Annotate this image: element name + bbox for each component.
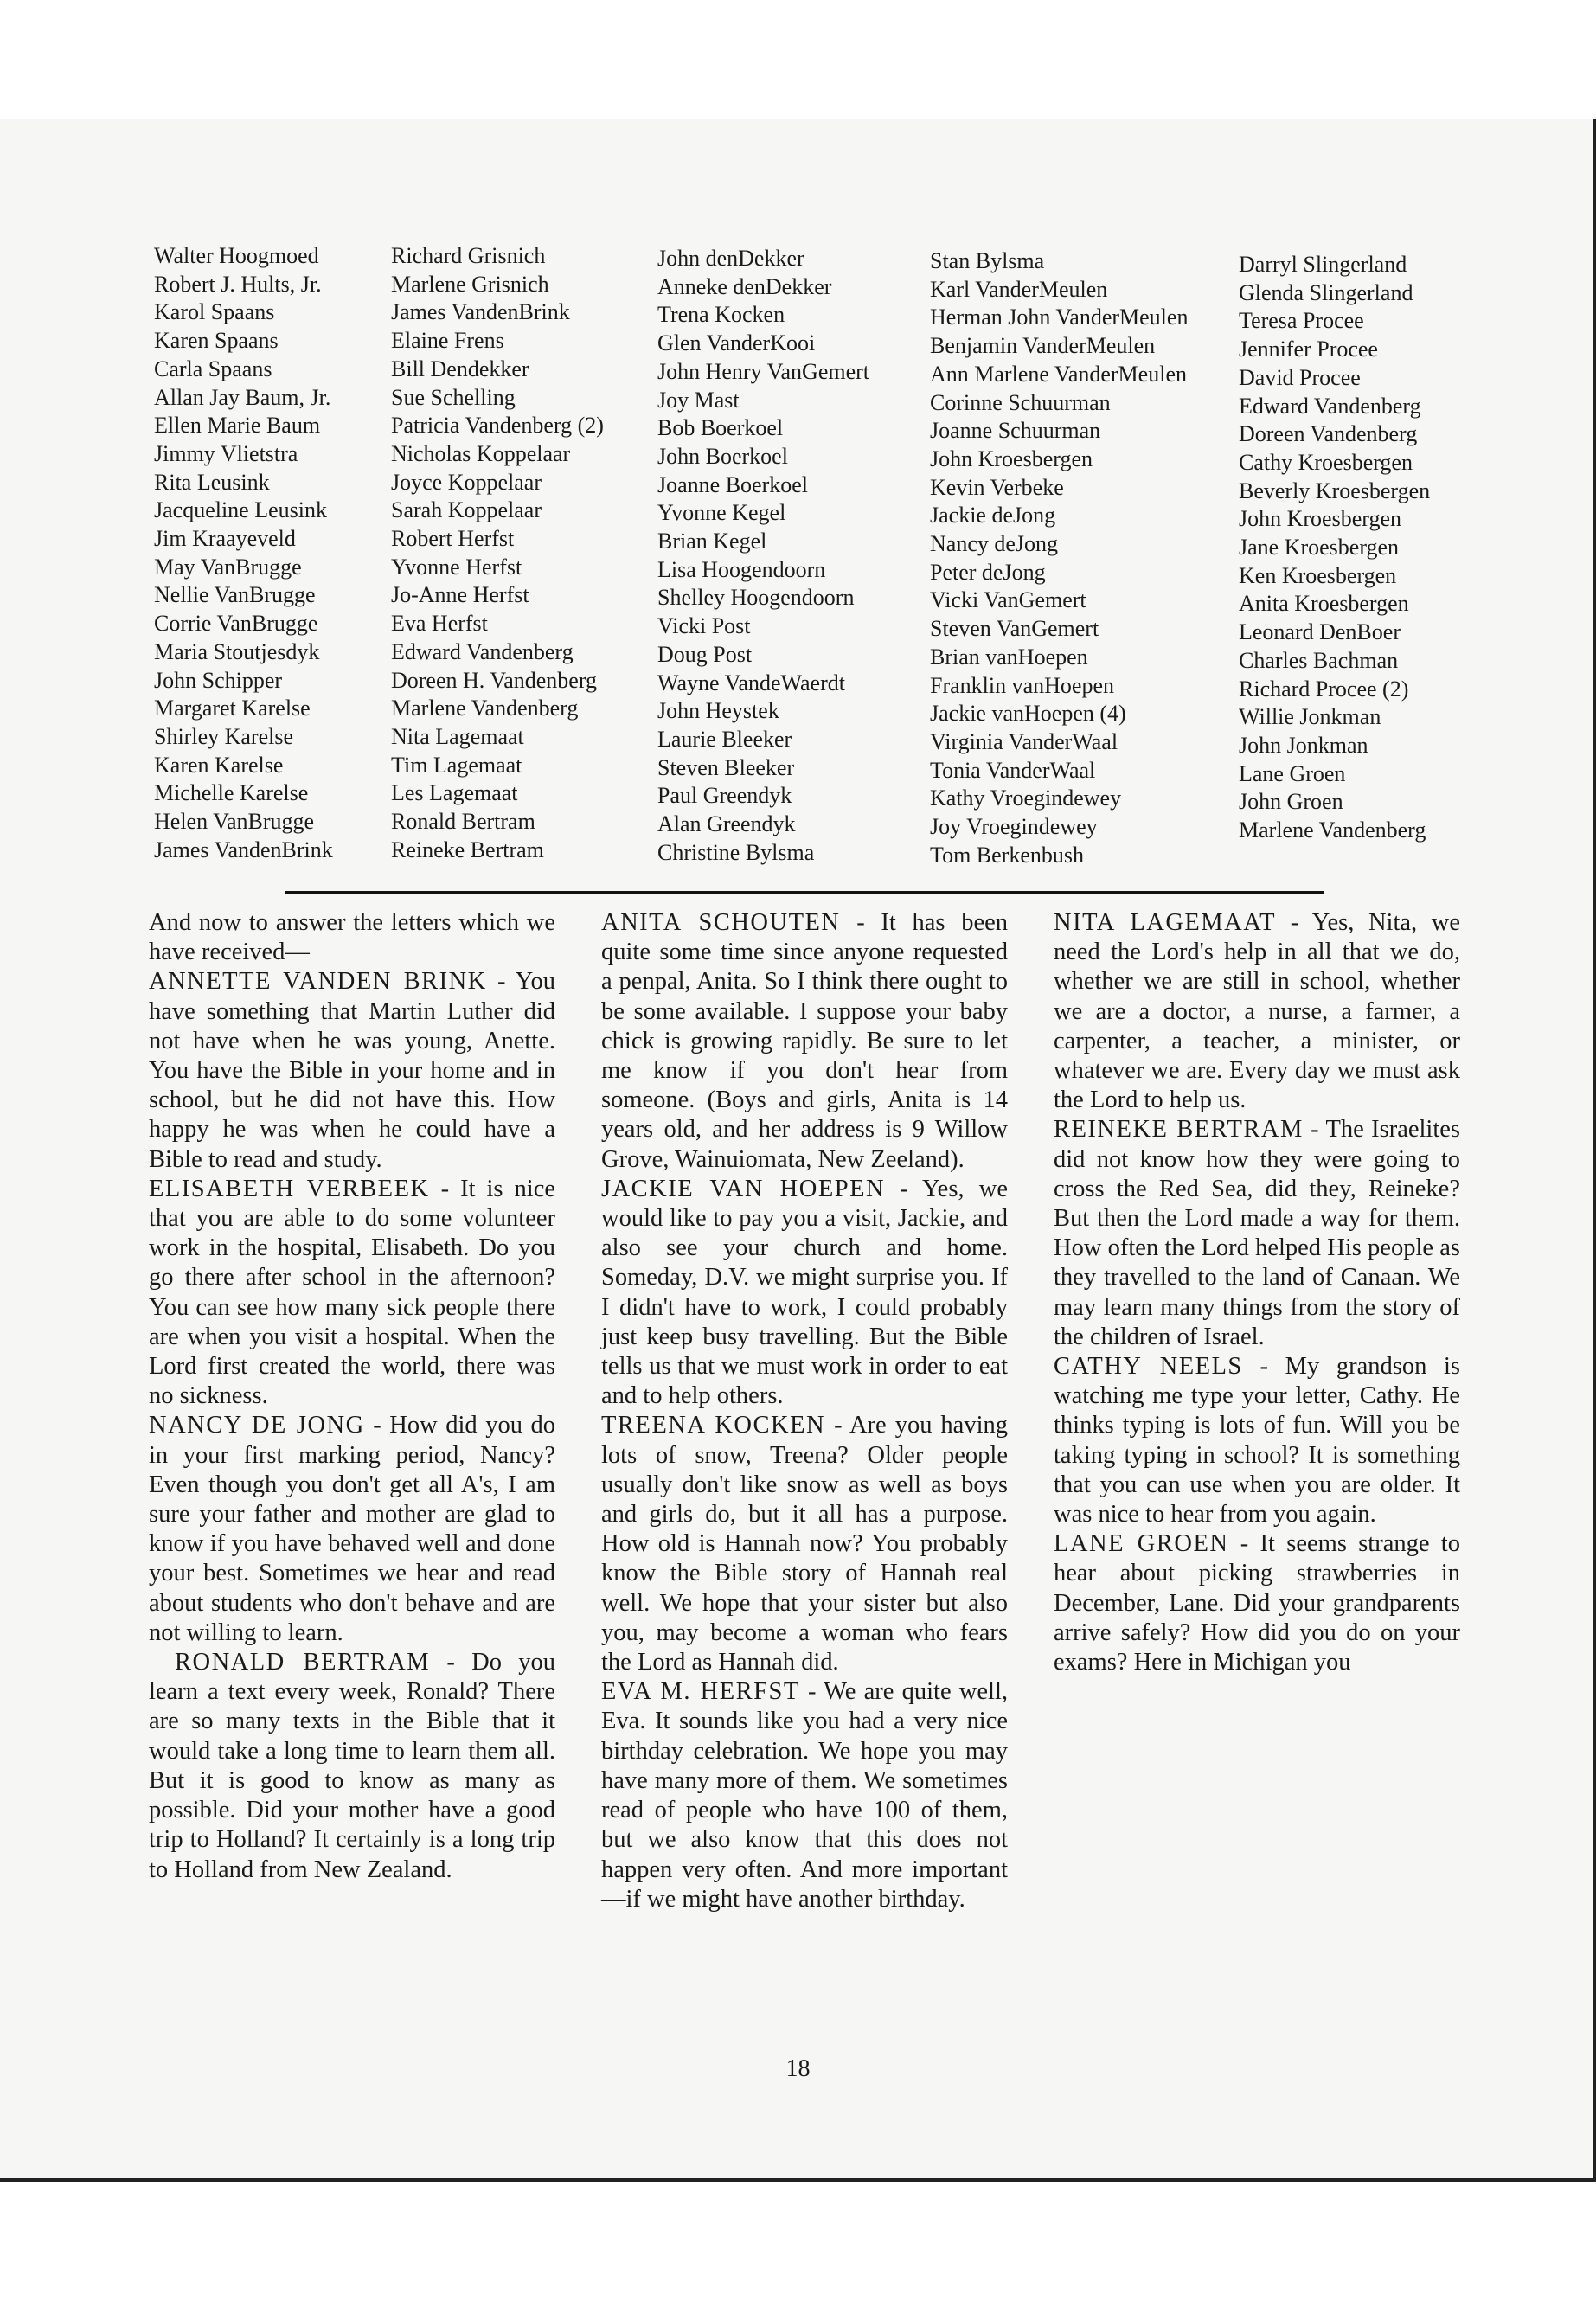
name-list-item: Robert J. Hults, Jr. [154, 271, 322, 297]
letter-name: NANCY DE JONG [149, 1412, 365, 1439]
letter-text: - Do you learn a text every week, Ronald? There are so many texts in the Bible that it would take a long time to learn them all. But it is good to know as many as possible. Did your mother have a good trip to Holland? It certainly is a long trip to Holland from New Zealand. [149, 1649, 555, 1883]
names-column-5 [1239, 251, 1430, 845]
letter-name: JACKIE VAN HOEPEN [601, 1175, 886, 1202]
name-list-item: Darryl Slingerland [1239, 252, 1407, 277]
name-list-item: Tim Lagemaat [391, 752, 522, 778]
letter-name: LANE GROEN [1054, 1530, 1229, 1558]
name-list-item: Sarah Koppelaar [391, 497, 542, 523]
name-list-item: Tonia VanderWaal [930, 757, 1096, 783]
letter-lane [1054, 1529, 1460, 1677]
name-list-item: Ronald Bertram [391, 809, 535, 835]
name-list-item: Jackie vanHoepen (4) [930, 701, 1126, 727]
letter-name: EVA M. HERFST [601, 1678, 800, 1706]
name-list-item: Benjamin VanderMeulen [930, 333, 1156, 359]
letter-elisabeth [149, 1175, 555, 1412]
name-list-item: Yvonne Herfst [391, 554, 522, 580]
letter-nita [1054, 908, 1460, 1115]
letter-name: NITA LAGEMAAT [1054, 909, 1277, 936]
text-column-2 [601, 908, 1008, 1914]
name-list-item: Ellen Marie Baum [154, 413, 321, 439]
name-list-item: John Jonkman [1239, 732, 1368, 758]
name-list-item: Joanne Boerkoel [657, 471, 809, 497]
letter-name: TREENA KOCKEN [601, 1412, 826, 1439]
name-list-item: John Groen [1239, 789, 1343, 815]
name-list-item: Helen VanBrugge [154, 809, 315, 835]
letter-name: ANNETTE VANDEN BRINK [149, 968, 487, 996]
name-list-item: Edward Vandenberg [1239, 393, 1421, 419]
name-list-item: Willie Jonkman [1239, 704, 1381, 730]
name-list-item: Marlene Vandenberg [1239, 817, 1426, 843]
name-list-item: Vicki VanGemert [930, 587, 1086, 613]
name-list-item: John Schipper [154, 667, 283, 693]
letter-name: RONALD BERTRAM [175, 1649, 431, 1676]
name-list-item: Kevin Verbeke [930, 474, 1064, 500]
name-list-item: Paul Greendyk [657, 783, 792, 809]
name-list-item: Shelley Hoogendoorn [657, 585, 855, 611]
letter-name: ELISABETH VERBEEK [149, 1175, 430, 1202]
name-list-item: Bob Boerkoel [657, 415, 784, 441]
name-list-item: Doreen Vandenberg [1239, 421, 1418, 447]
name-list-item: Virginia VanderWaal [930, 728, 1118, 754]
names-column-3 [657, 245, 869, 867]
name-list-item: Bill Dendekker [391, 356, 529, 381]
name-list-item: Patricia Vandenberg (2) [391, 413, 604, 439]
name-list-item: Reineke Bertram [391, 836, 544, 862]
names-list [0, 242, 1596, 882]
name-list-item: John Kroesbergen [1239, 506, 1401, 532]
name-list-item: Anneke denDekker [657, 273, 832, 299]
name-list-item: David Procee [1239, 364, 1361, 390]
letter-text: - It has been quite some time since anyone requested a penpal, Anita. So I think there ought to be some available. I suppose your baby chick is growing rapidly. Be sure to let me know if you don't hear from someone. (Boys and girls, Anita is 14 years old, and her address is 9 Willow Grove, Wainuiomata, New Zeeland). [601, 909, 1008, 1173]
name-list-item: Les Lagemaat [391, 780, 518, 806]
name-list-item: Wayne VandeWaerdt [657, 670, 845, 695]
name-list-item: Marlene Vandenberg [391, 695, 579, 721]
name-list-item: Karen Spaans [154, 328, 279, 354]
name-list-item: Alan Greendyk [657, 811, 796, 837]
letter-nancy [149, 1411, 555, 1648]
name-list-item: Trena Kocken [657, 302, 785, 328]
name-list-item: Yvonne Kegel [657, 500, 786, 526]
name-list-item: Richard Grisnich [391, 243, 546, 268]
name-list-item: Michelle Karelse [154, 780, 309, 806]
name-list-item: Brian Kegel [657, 529, 767, 554]
name-list-item: James VandenBrink [391, 299, 570, 325]
name-list-item: Anita Kroesbergen [1239, 591, 1409, 617]
letter-name: ANITA SCHOUTEN [601, 909, 841, 936]
name-list-item: John Henry VanGemert [657, 358, 870, 384]
letter-text: - Yes, Nita, we need the Lord's help in all that we do, whether we are still in school, whether we are a doctor, a nurse, a farmer, a carpenter, a teacher, a minister, or whatever we are. Every day we must ask the Lord to help us. [1054, 909, 1461, 1114]
name-list-item: Glenda Slingerland [1239, 279, 1413, 305]
name-list-item: Herman John VanderMeulen [930, 304, 1189, 330]
name-list-item: Allan Jay Baum, Jr. [154, 384, 331, 410]
name-list-item: Beverly Kroesbergen [1239, 478, 1431, 503]
name-list-item: John denDekker [657, 246, 804, 271]
name-list-item: Robert Herfst [391, 526, 515, 552]
name-list-item: Tom Berkenbush [930, 842, 1084, 868]
name-list-item: Steven Bleeker [657, 754, 795, 780]
letter-cathy [1054, 1352, 1460, 1529]
name-list-item: Franklin vanHoepen [930, 672, 1115, 698]
names-column-4 [930, 247, 1188, 869]
intro-text: And now to answer the letters which we have received— [149, 909, 555, 966]
name-list-item: Lisa Hoogendoorn [657, 556, 826, 582]
name-list-item: Marlene Grisnich [391, 271, 549, 297]
letter-text: - How did you do in your first marking period, Nancy? Even though you don't get all A's, I am sure your father and mother are glad to know if you have behaved well and done your best. Sometimes we hear and read about students who don't behave and are not willing to learn. [149, 1412, 555, 1646]
page-number: 18 [785, 2055, 811, 2082]
text-column-3 [1054, 908, 1460, 1677]
name-list-item: Jim Kraayeveld [154, 526, 296, 552]
letter-ronald [149, 1648, 555, 1885]
name-list-item: Edward Vandenberg [391, 638, 574, 664]
letter-reineke [1054, 1115, 1460, 1352]
letter-anita [601, 908, 1008, 1175]
name-list-item: Nicholas Koppelaar [391, 440, 571, 466]
letter-name: CATHY NEELS [1054, 1353, 1243, 1381]
name-list-item: Shirley Karelse [154, 723, 294, 749]
letter-jackie [601, 1175, 1008, 1412]
letter-text: - You have something that Martin Luther did not have when he was young, Anette. You have the Bible in your home and in school, but he did not have this. How happy he was when he could have a Bible to read and study. [149, 968, 555, 1173]
name-list-item: Brian vanHoepen [930, 644, 1088, 670]
name-list-item: Jacqueline Leusink [154, 497, 327, 523]
letter-text: - My grandson is watching me type your letter, Cathy. He thinks typing is lots of fun. Will you be taking typing in school? It is something that you can use when you are older. It was nice to hear from you again. [1054, 1353, 1461, 1529]
name-list-item: Nellie VanBrugge [154, 582, 316, 608]
name-list-item: Eva Herfst [391, 611, 488, 637]
name-list-item: Elaine Frens [391, 328, 504, 354]
name-list-item: Teresa Procee [1239, 308, 1364, 334]
name-list-item: Glen VanderKooi [657, 330, 816, 356]
letter-text: - Yes, we would like to pay you a visit, Jackie, and also see your church and home. Someday, D.V. we might surprise you. If I didn't have to work, I could probably just keep busy travelling. But the Bible tells us that we must work in order to eat and to help others. [601, 1175, 1008, 1410]
page-edge-bottom [0, 2178, 1596, 2182]
letter-text: - The Israelites did not know how they were going to cross the Red Sea, did they, Reineke? But then the Lord made a way for them. How often the Lord helped His people as they travelled to the land of Canaan. We may learn many things from the story of the children of Israel. [1054, 1116, 1460, 1350]
name-list-item: Richard Procee (2) [1239, 676, 1409, 702]
name-list-item: James VandenBrink [154, 836, 333, 862]
name-list-item: Carla Spaans [154, 356, 272, 381]
names-column-2 [391, 242, 604, 864]
name-list-item: Nancy deJong [930, 531, 1059, 557]
name-list-item: Laurie Bleeker [657, 726, 792, 752]
name-list-item: Corinne Schuurman [930, 389, 1111, 415]
name-list-item: Charles Bachman [1239, 647, 1399, 673]
name-list-item: Doreen H. Vandenberg [391, 667, 598, 693]
name-list-item: Sue Schelling [391, 384, 516, 410]
name-list-item: Margaret Karelse [154, 695, 311, 721]
name-list-item: Cathy Kroesbergen [1239, 449, 1413, 475]
name-list-item: John Kroesbergen [930, 445, 1093, 471]
name-list-item: Lane Groen [1239, 760, 1346, 786]
name-list-item: Joy Mast [657, 387, 740, 413]
name-list-item: Joanne Schuurman [930, 418, 1101, 444]
name-list-item: Vicki Post [657, 613, 751, 639]
letter-text: - It is nice that you are able to do some volunteer work in the hospital, Elisabeth. Do you go there after school in the afternoon? You can see how many sick people there are when you visit a hospital. When the Lord first created the world, there was no sickness. [149, 1175, 555, 1410]
name-list-item: John Heystek [657, 698, 779, 724]
name-list-item: Walter Hoogmoed [154, 243, 319, 268]
name-list-item: Peter deJong [930, 559, 1046, 585]
letter-treena [601, 1411, 1008, 1677]
name-list-item: Steven VanGemert [930, 616, 1099, 642]
name-list-item: Corrie VanBrugge [154, 611, 318, 637]
name-list-item: Doug Post [657, 641, 753, 667]
name-list-item: Christine Bylsma [657, 839, 815, 865]
letter-text: - Are you having lots of snow, Treena? Older people usually don't like snow as well as boys and girls do, but it all has a purpose. How old is Hannah now? You probably know the Bible story of Hannah real well. We hope that your sister but also you, may become a woman who fears the Lord as Hannah did. [601, 1412, 1008, 1676]
name-list-item: Jane Kroesbergen [1239, 535, 1400, 561]
name-list-item: Leonard DenBoer [1239, 619, 1401, 645]
section-divider [285, 891, 1324, 894]
name-list-item: John Boerkoel [657, 443, 788, 469]
name-list-item: Jennifer Procee [1239, 336, 1378, 362]
name-list-item: Jackie deJong [930, 503, 1056, 529]
letter-eva [601, 1677, 1008, 1914]
name-list-item: Joyce Koppelaar [391, 469, 542, 495]
text-column-1 [149, 908, 555, 1885]
name-list-item: Kathy Vroegindewey [930, 785, 1122, 811]
letter-annette [149, 967, 555, 1174]
name-list-item: Ken Kroesbergen [1239, 562, 1397, 588]
letter-text: - It seems strange to hear about picking strawberries in December, Lane. Did your grandparents arrive safely? How did you do on your exams? Here in Michigan you [1054, 1530, 1460, 1676]
letter-name: REINEKE BERTRAM [1054, 1116, 1304, 1144]
name-list-item: Nita Lagemaat [391, 723, 524, 749]
letter-text: - We are quite well, Eva. It sounds like you had a very nice birthday celebration. We hope you may have many more of them. We sometimes read of people who have 100 of them, but we also know that this does not happen very often. And more important—if we might have another birthday. [601, 1678, 1008, 1913]
name-list-item: May VanBrugge [154, 554, 302, 580]
name-list-item: Stan Bylsma [930, 248, 1045, 273]
name-list-item: Maria Stoutjesdyk [154, 638, 320, 664]
name-list-item: Karol Spaans [154, 299, 275, 325]
name-list-item: Jo-Anne Herfst [391, 582, 529, 608]
name-list-item: Karl VanderMeulen [930, 276, 1108, 302]
name-list-item: Joy Vroegindewey [930, 814, 1098, 840]
name-list-item: Karen Karelse [154, 752, 284, 778]
name-list-item: Rita Leusink [154, 469, 270, 495]
names-column-1 [154, 242, 333, 864]
name-list-item: Jimmy Vlietstra [154, 440, 298, 466]
name-list-item: Ann Marlene VanderMeulen [930, 361, 1187, 387]
